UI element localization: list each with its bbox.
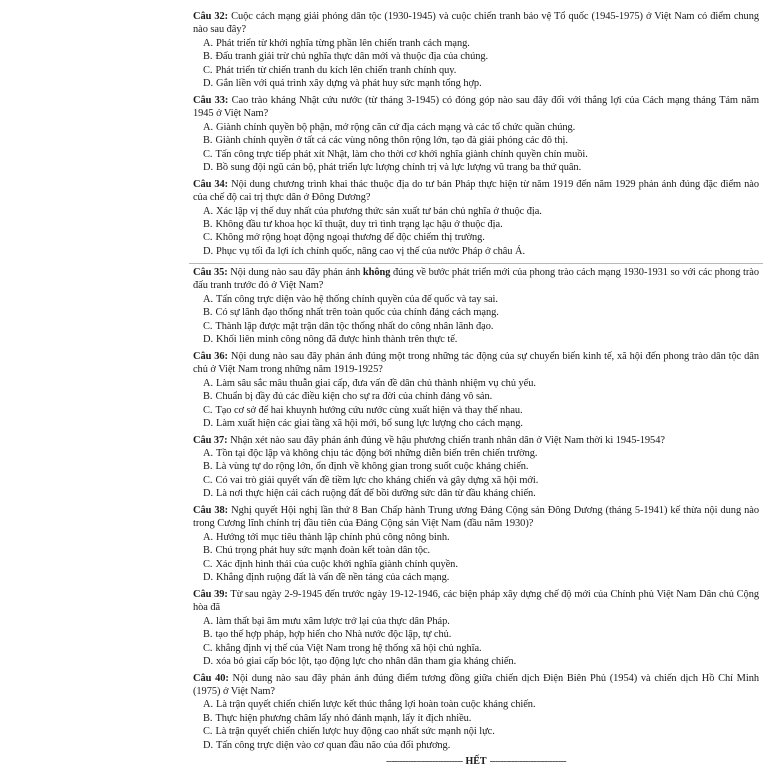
question-38 <box>193 504 759 585</box>
emphasis-word: không <box>362 266 391 278</box>
question-text: Cuộc cách mạng giải phóng dân tộc (1930-1945) và cuộc chiến tranh bảo vệ Tổ quốc (1945-1975) ở Việt Nam có điểm chung nào sau đây? <box>193 11 759 36</box>
question-stem <box>193 434 759 447</box>
option-c[interactable]: C. khẳng định vị thế của Việt Nam trong hệ thống xã hội chủ nghĩa. <box>203 642 482 654</box>
end-dashes-left: ---------------------------- <box>385 756 463 768</box>
option-d[interactable]: D. Là nơi thực hiện cải cách ruộng đất để bồi dưỡng sức dân từ đầu kháng chiến. <box>203 488 536 500</box>
option-d[interactable]: D. xóa bỏ giai cấp bóc lột, tạo động lực cho nhân dân tham gia kháng chiến. <box>203 656 517 667</box>
question-label: Câu 34: <box>193 178 229 190</box>
option-a[interactable]: A. Tấn công trực diện vào hệ thống chính quyền của đế quốc và tay sai. <box>203 293 498 305</box>
option-c[interactable]: C. Có vai trò giải quyết vấn đề tiềm lực cho kháng chiến và gây dựng xã hội mới. <box>203 474 539 486</box>
option-d[interactable]: D. Gắn liền với quá trình xây dựng và phát huy sức mạnh tổng hợp. <box>203 78 482 90</box>
question-text: Nhận xét nào sau đây phản ánh đúng về hậu phương chiến tranh nhân dân ở Việt Nam thời kì 1945-1954? <box>230 434 665 446</box>
option-a[interactable]: A. làm thất bại âm mưu xâm lược trở lại của thực dân Pháp. <box>203 615 450 627</box>
option-d[interactable]: D. Bồ sung đội ngũ cán bộ, phát triển lực lượng chính trị và lực lượng vũ trang ba thứ quân. <box>203 162 582 174</box>
option-a[interactable]: A. Tồn tại độc lập và không chịu tác động bởi những diễn biến trên chiến trường. <box>203 448 538 460</box>
option-c[interactable]: C. Xác định hình thái của cuộc khởi nghĩa giành chính quyền. <box>203 558 458 570</box>
question-stem <box>193 350 759 377</box>
option-a[interactable]: A. Hướng tới mục tiêu thành lập chính phủ công nông binh. <box>203 531 450 543</box>
question-label: Câu 36: <box>193 350 228 362</box>
option-a[interactable]: A. Giành chính quyền bộ phận, mở rộng căn cứ địa cách mạng và các tổ chức quần chúng. <box>203 121 576 133</box>
question-40 <box>193 672 759 753</box>
question-stem <box>193 94 759 121</box>
question-text: Nội dung nào sau đây phản ánh đúng điểm tương đồng giữa chiến dịch Điện Biên Phủ (1954) và chiến dịch Hồ Chí Minh (1975) ở Việt Nam? <box>193 672 759 697</box>
option-b[interactable]: B. Thực hiện phương châm lấy nhỏ đánh mạnh, lấy ít địch nhiều. <box>203 712 472 724</box>
option-d[interactable]: D. Phục vụ tối đa lợi ích chính quốc, nâng cao vị thế của nước Pháp ở châu Á. <box>203 245 526 257</box>
option-d[interactable]: D. Làm xuất hiện các giai tầng xã hội mới, bổ sung lực lượng cho cách mạng. <box>203 418 523 430</box>
question-text: Nghị quyết Hội nghị lần thứ 8 Ban Chấp hành Trung ương Đảng Cộng sản Đông Dương (tháng 5-1941) kế thừa nội dung nào trong Cương lĩnh chính trị đầu tiên của Đảng Cộng sản Việt Nam (đầu năm 1930)? <box>193 504 759 530</box>
option-d[interactable]: D. Tấn công trực diện vào cơ quan đầu não của đối phương. <box>203 739 451 751</box>
option-c[interactable]: C. Không mở rộng hoạt động ngoại thương để độc chiếm thị trường. <box>203 232 485 244</box>
option-c[interactable]: C. Là trận quyết chiến chiến lược huy động cao nhất sức mạnh nội lực. <box>203 726 495 738</box>
question-text: Từ sau ngày 2-9-1945 đến trước ngày 19-12-1946, các biện pháp xây dựng chế độ mới của Chính phủ Việt Nam Dân chủ Cộng hòa đã <box>193 588 759 614</box>
question-text: Nội dung chương trình khai thác thuộc địa do tư bản Pháp thực hiện từ năm 1919 đến năm 1929 phản ánh đúng đặc điểm nào của chế độ cai trị thực dân ở Đông Dương? <box>193 178 759 204</box>
question-label: Câu 37: <box>193 434 228 446</box>
question-label: Câu 32: <box>193 11 229 22</box>
end-marker <box>193 755 759 768</box>
divider <box>189 263 763 264</box>
option-d[interactable]: D. Khối liên minh công nông đã được hình thành trên thực tế. <box>203 334 458 346</box>
question-35 <box>193 261 759 346</box>
question-stem <box>193 10 759 37</box>
option-b[interactable]: B. Đấu tranh giải trừ chủ nghĩa thực dân mới và thuộc địa của chúng. <box>203 51 489 63</box>
question-stem <box>193 588 759 615</box>
question-text: Nội dung nào sau đây phản ánh đúng một trong những tác động của sự chuyển biến kinh tế, xã hội đến phong trào dân tộc dân chủ ở Việt Nam trong những năm 1919-1925? <box>193 350 759 376</box>
end-word: HẾT <box>465 756 487 768</box>
option-b[interactable]: B. Là vùng tự do rộng lớn, ổn định về không gian trong suốt cuộc kháng chiến. <box>203 461 529 473</box>
question-label: Câu 38: <box>193 504 229 516</box>
question-39 <box>193 588 759 669</box>
question-label: Câu 33: <box>193 94 229 106</box>
question-text-continued: đúng về bước phát triển mới của phong trào cách mạng 1930-1931 so với các phong trào đấu tranh trước đó ở Việt Nam? <box>193 266 759 292</box>
question-label: Câu 39: <box>193 588 228 600</box>
option-a[interactable]: A. Phát triển từ khởi nghĩa từng phần lên chiến tranh cách mạng. <box>203 37 470 49</box>
option-b[interactable]: B. Không đầu tư khoa học kĩ thuật, duy trì tình trạng lạc hậu ở thuộc địa. <box>203 218 503 230</box>
option-c[interactable]: C. Tạo cơ sở để hai khuynh hướng cứu nước cùng xuất hiện và thay thế nhau. <box>203 404 523 416</box>
question-33 <box>193 94 759 175</box>
option-b[interactable]: B. Chú trọng phát huy sức mạnh đoàn kết toàn dân tộc. <box>203 545 431 557</box>
question-text: Nội dung nào sau đây phản ánh <box>230 266 363 278</box>
option-a[interactable]: A. Làm sâu sắc mâu thuẫn giai cấp, đưa vấn đề dân chủ thành nhiệm vụ chủ yếu. <box>203 377 536 389</box>
question-36 <box>193 350 759 431</box>
question-stem <box>193 178 759 205</box>
end-dashes-right: ---------------------------- <box>489 756 567 768</box>
question-label: Câu 40: <box>193 672 229 684</box>
option-b[interactable]: B. Có sự lãnh đạo thống nhất trên toàn quốc của chính đảng cách mạng. <box>203 307 499 319</box>
option-b[interactable]: B. Giành chính quyền ở tất cả các vùng nông thôn rộng lớn, tạo đà giải phóng các đô thị. <box>203 135 568 147</box>
exam-page <box>193 10 759 769</box>
question-text: Cao trào kháng Nhật cứu nước (từ tháng 3-1945) có đóng góp nào sau đây đối với thắng lợi của Cách mạng tháng Tám năm 1945 ở Việt Nam? <box>193 94 760 120</box>
question-stem <box>193 672 759 699</box>
question-37 <box>193 434 759 501</box>
option-a[interactable]: A. Xác lập vị thế duy nhất của phương thức sản xuất tư bản chủ nghĩa ở thuộc địa. <box>203 205 542 217</box>
option-c[interactable]: C. Tấn công trực tiếp phát xít Nhật, làm cho thời cơ khởi nghĩa giành chính quyền chín muồi. <box>203 148 588 160</box>
option-c[interactable]: C. Thành lập được mặt trận dân tộc thống nhất do công nhân lãnh đạo. <box>203 320 494 332</box>
question-stem <box>193 504 759 531</box>
question-34 <box>193 178 759 259</box>
question-label: Câu 35: <box>193 266 228 278</box>
option-b[interactable]: B. Chuẩn bị đầy đủ các điều kiện cho sự ra đời của chính đảng vô sản. <box>203 391 493 403</box>
option-d[interactable]: D. Khẳng định ruộng đất là vấn đề nền tảng của cách mạng. <box>203 572 450 584</box>
question-stem <box>193 266 759 293</box>
question-32 <box>193 10 759 91</box>
option-b[interactable]: B. tạo thế hợp pháp, hợp hiến cho Nhà nước độc lập, tự chủ. <box>203 629 452 641</box>
option-a[interactable]: A. Là trận quyết chiến chiến lược kết thúc thắng lợi hoàn toàn cuộc kháng chiến. <box>203 699 536 711</box>
option-c[interactable]: C. Phát triển từ chiến tranh du kích lên chiến tranh chính quy. <box>203 64 457 76</box>
